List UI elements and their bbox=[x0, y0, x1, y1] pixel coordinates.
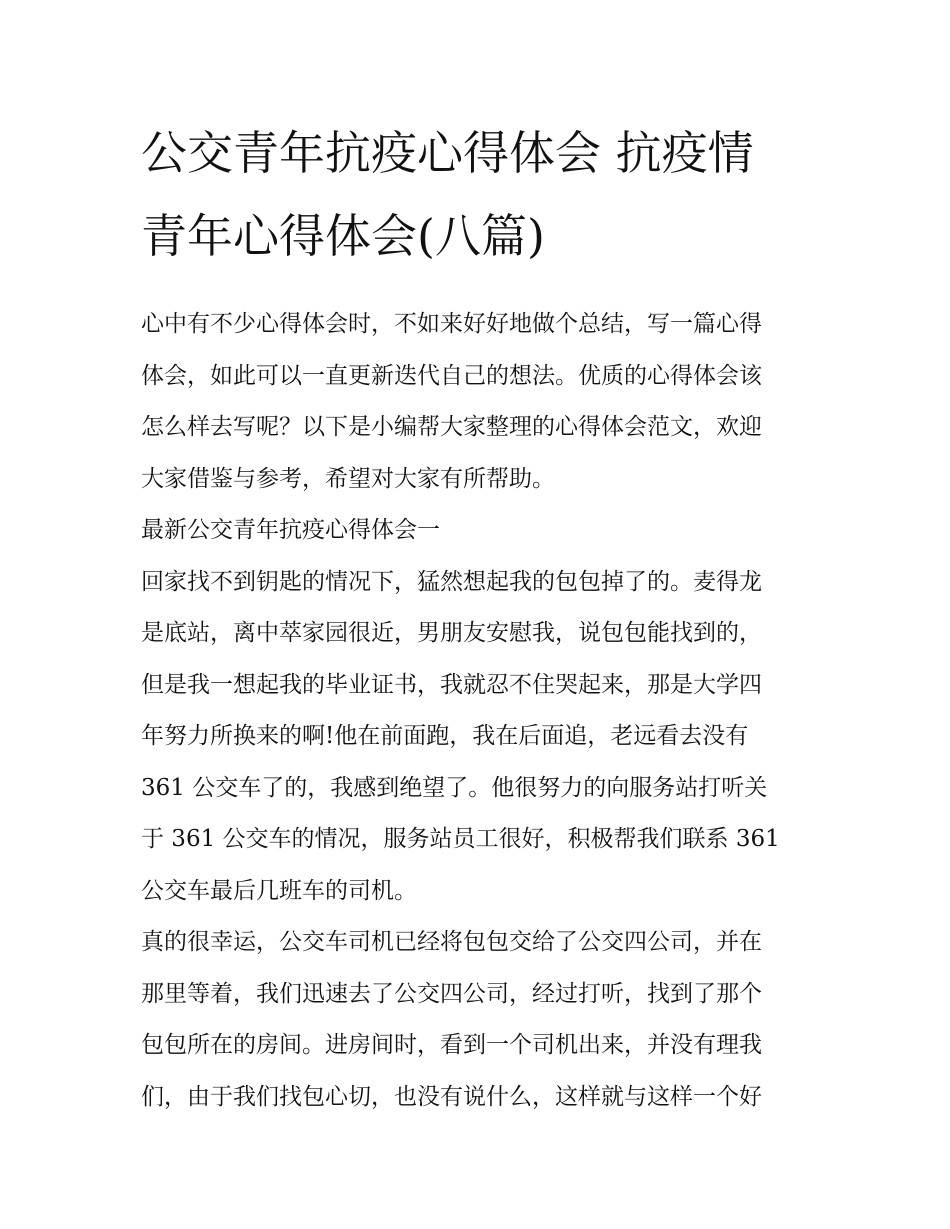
body-line: 回家找不到钥匙的情况下，猛然想起我的包包掉了的。麦得龙 bbox=[141, 568, 762, 595]
document-content bbox=[141, 112, 813, 1123]
body-line: 怎么样去写呢？以下是小编帮大家整理的心得体会范文，欢迎 bbox=[141, 414, 762, 440]
body-line: 于 361 公交车的情况，服务站员工很好，积极帮我们联系 361 bbox=[141, 826, 780, 852]
title-line-1: 公交青年抗疫心得体会 抗疫情 bbox=[141, 126, 754, 180]
body-line: 体会，如此可以一直更新迭代自己的想法。优质的心得体会该 bbox=[141, 362, 762, 389]
body-line: 包包所在的房间。进房间时，看到一个司机出来，并没有理我 bbox=[141, 1032, 762, 1058]
body-line: 361 公交车了的，我感到绝望了。他很努力的向服务站打听关 bbox=[141, 774, 768, 801]
body-line: 公交车最后几班车的司机。 bbox=[141, 877, 417, 904]
body-line: 年努力所换来的啊!他在前面跑，我在后面追，老远看去没有 bbox=[141, 723, 749, 749]
document-body bbox=[141, 299, 813, 1123]
body-line: 心中有不少心得体会时，不如来好好地做个总结，写一篇心得 bbox=[141, 311, 762, 337]
body-line: 们，由于我们找包心切，也没有说什么，这样就与这样一个好 bbox=[141, 1083, 762, 1110]
body-line: 真的很幸运，公交车司机已经将包包交给了公交四公司，并在 bbox=[141, 929, 762, 955]
section-heading: 最新公交青年抗疫心得体会一 bbox=[141, 517, 440, 543]
body-line: 那里等着，我们迅速去了公交四公司，经过打听，找到了那个 bbox=[141, 980, 762, 1007]
body-line: 但是我一想起我的毕业证书，我就忍不住哭起来，那是大学四 bbox=[141, 671, 762, 698]
title-line-2: 青年心得体会(八篇) bbox=[141, 209, 545, 263]
document-title bbox=[141, 112, 813, 278]
body-line: 是底站，离中萃家园很近，男朋友安慰我，说包包能找到的， bbox=[141, 620, 762, 646]
body-line: 大家借鉴与参考，希望对大家有所帮助。 bbox=[141, 465, 555, 492]
